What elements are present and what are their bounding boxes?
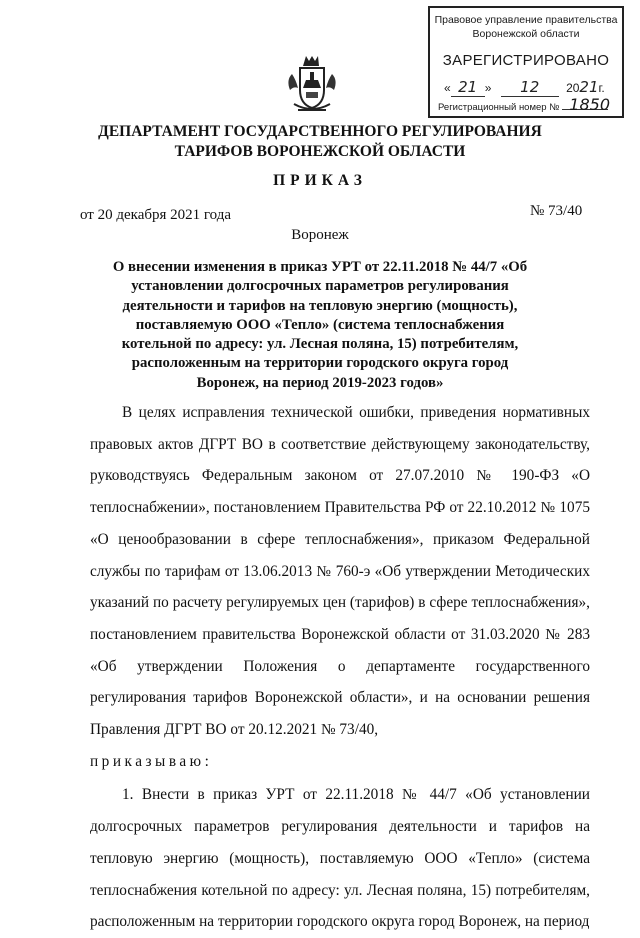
order-number: № 73/40: [530, 203, 583, 219]
order-heading: О внесении изменения в приказ УРТ от 22.11.2018 № 44/7 «Об установлении долгосрочных параметров регулирования деятельности и тарифов на тепловую энергию (мощность), поставляемую ООО «Тепло» (система теплоснабжения котельной по адресу: ул. Лесная поляна, 15) потребителям, расположенным на территории городского округа город Воронеж, на период 2019-2023 годов»: [112, 259, 528, 391]
stamp-reg-number: 1850: [569, 95, 610, 114]
stamp-authority-line2: Воронежской области: [472, 28, 580, 40]
department-line2: ТАРИФОВ ВОРОНЕЖСКОЙ ОБЛАСТИ: [174, 143, 466, 160]
coat-of-arms-emblem: [284, 52, 340, 116]
stamp-date: « 21 » 12 2021г.: [444, 78, 605, 96]
stamp-month: 12: [520, 78, 540, 96]
stamp-day: 21: [458, 78, 478, 96]
order-body: [90, 397, 590, 938]
order-title: ПРИКАЗ: [273, 172, 367, 189]
order-word: приказываю:: [90, 752, 213, 770]
stamp-year-suffix: 21: [579, 78, 599, 96]
registration-stamp: [428, 6, 624, 118]
preamble-paragraph: В целях исправления технической ошибки, приведения нормативных правовых актов ДГРТ ВО в соответствие действующему законодательству, руководствуясь Федеральным законом от 27.07.2010 № 190-ФЗ «О теплоснабжении», постановлением Правительства РФ от 22.10.2012 № 1075 «О ценообразовании в сфере теплоснабжения», приказом Федеральной службы по тарифам от 13.06.2013 № 760-э «Об утверждении Методических указаний по расчету регулируемых цен (тарифов) в сфере теплоснабжения», постановлением правительства Воронежской области от 31.03.2020 № 283 «Об утверждении Положения о департаменте государственного регулирования тарифов Воронежской области», и на основании решения Правления ДГРТ ВО от 20.12.2021 № 73/40,: [90, 404, 590, 739]
order-date: от 20 декабря 2021 года: [80, 207, 232, 223]
stamp-status: ЗАРЕГИСТРИРОВАНО: [442, 52, 610, 69]
order-item-1: 1. Внести в приказ УРТ от 22.11.2018 № 44/7 «Об установлении долгосрочных параметров регулирования деятельности и тарифов на тепловую энергию (мощность), поставляемую ООО «Тепло» (система теплоснабжения котельной по адресу: ул. Лесная поляна, 15) потребителям, расположенным на территории городского округа город Воронеж, на период: [90, 786, 590, 931]
stamp-authority-line1: Правовое управление правительства: [434, 14, 618, 26]
department-line1: ДЕПАРТАМЕНТ ГОСУДАРСТВЕННОГО РЕГУЛИРОВАНИЯ: [98, 123, 542, 140]
department-name: [80, 122, 560, 162]
stamp-year-prefix: 20: [566, 81, 580, 95]
stamp-reg-label: Регистрационный номер №: [438, 102, 560, 113]
order-city: Воронеж: [291, 227, 349, 243]
stamp-registration-row: [438, 95, 616, 114]
